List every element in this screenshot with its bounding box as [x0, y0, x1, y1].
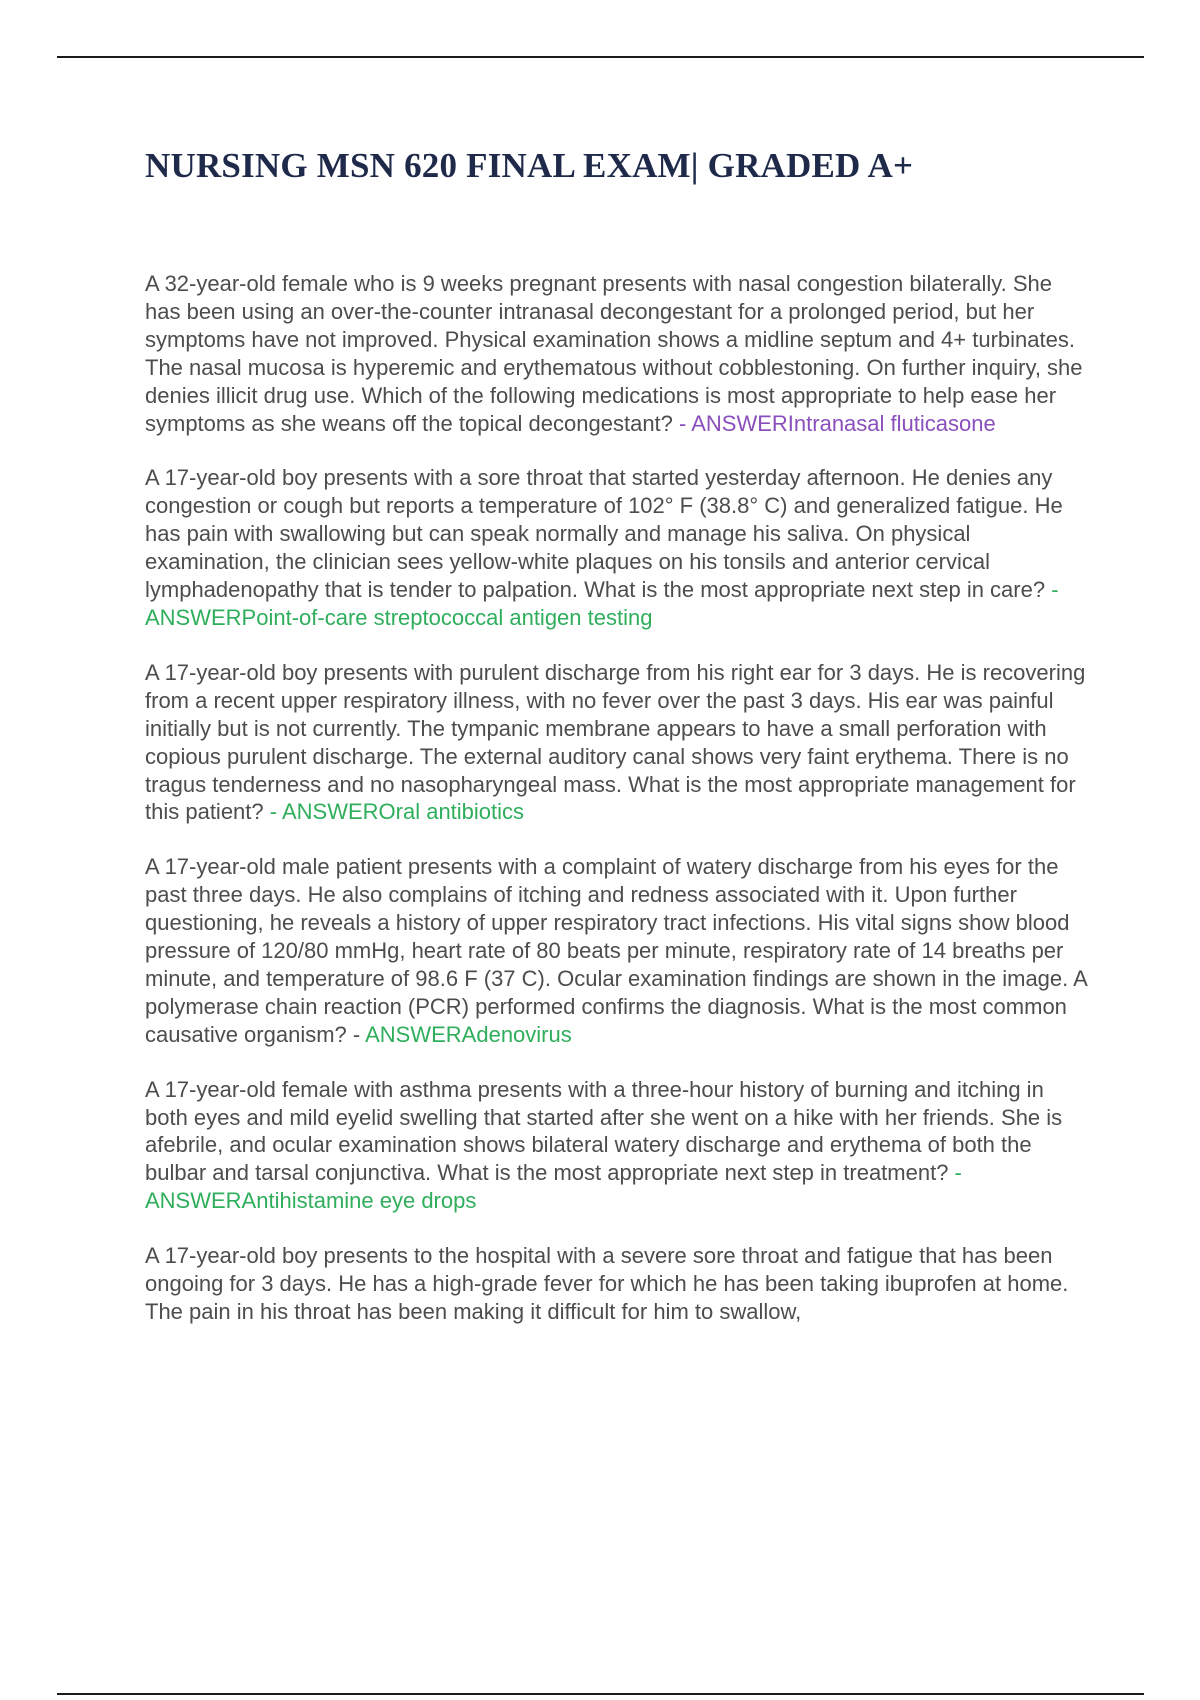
- question-text: A 17-year-old male patient presents with a complaint of watery discharge from his eyes for the past three days. He also complains of itching and redness associated with it. Upon further questioning, he reveals a history of upper respiratory tract infections. His vital signs show blood pressure of 120/80 mmHg, heart rate of 80 beats per minute, respiratory rate of 14 breaths per minute, and temperature of 98.6 F (37 C). Ocular examination findings are shown in the image. A polymerase chain reaction (PCR) performed confirms the diagnosis. What is the most common causative organism? -: [145, 854, 1087, 1047]
- answer-text: - ANSWERPoint-of-care streptococcal antigen testing: [145, 577, 1059, 630]
- answer-text: - ANSWEROral antibiotics: [269, 799, 525, 825]
- question-item-6: [145, 1242, 1090, 1326]
- question-list: [145, 270, 1090, 1353]
- document-title: NURSING MSN 620 FINAL EXAM| GRADED A+: [145, 146, 914, 185]
- question-text: A 17-year-old boy presents to the hospital with a severe sore throat and fatigue that has been ongoing for 3 days. He has a high-grade fever for which he has been taking ibuprofen at home. The pain in his throat has been making it difficult for him to swallow,: [145, 1243, 1069, 1324]
- question-item-1: [145, 270, 1090, 437]
- question-item-2: [145, 464, 1090, 631]
- question-item-3: [145, 659, 1090, 826]
- question-text: A 32-year-old female who is 9 weeks pregnant presents with nasal congestion bilaterally. She has been using an over-the-counter intranasal decongestant for a prolonged period, but her symptoms have not improved. Physical examination shows a midline septum and 4+ turbinates. The nasal mucosa is hyperemic and erythematous without cobblestoning. On further inquiry, she denies illicit drug use. Which of the following medications is most appropriate to help ease her symptoms as she weans off the topical decongestant?: [145, 271, 1083, 436]
- footer-rule: [57, 1693, 1144, 1695]
- answer-text: ANSWERAdenovirus: [365, 1021, 572, 1047]
- question-text: A 17-year-old boy presents with a sore throat that started yesterday afternoon. He denies any congestion or cough but reports a temperature of 102° F (38.8° C) and generalized fatigue. He has pain with swallowing but can speak normally and manage his saliva. On physical examination, the clinician sees yellow-white plaques on his tonsils and anterior cervical lymphadenopathy that is tender to palpation. What is the most appropriate next step in care?: [145, 465, 1063, 603]
- question-item-4: [145, 853, 1090, 1048]
- question-item-5: [145, 1076, 1090, 1216]
- answer-text: - ANSWERIntranasal fluticasone: [679, 410, 996, 436]
- question-text: A 17-year-old female with asthma presents with a three-hour history of burning and itching in both eyes and mild eyelid swelling that started after she went on a hike with her friends. She is afebrile, and ocular examination shows bilateral watery discharge and erythema of both the bulbar and tarsal conjunctiva. What is the most appropriate next step in treatment?: [145, 1076, 1063, 1186]
- header-rule: [57, 56, 1144, 58]
- answer-text: - ANSWERAntihistamine eye drops: [145, 1160, 962, 1214]
- question-text: A 17-year-old boy presents with purulent discharge from his right ear for 3 days. He is recovering from a recent upper respiratory illness, with no fever over the past 3 days. His ear was painful initially but is not currently. The tympanic membrane appears to have a small perforation with copious purulent discharge. The external auditory canal shows very faint erythema. There is no tragus tenderness and no nasopharyngeal mass. What is the most appropriate management for this patient?: [145, 659, 1086, 825]
